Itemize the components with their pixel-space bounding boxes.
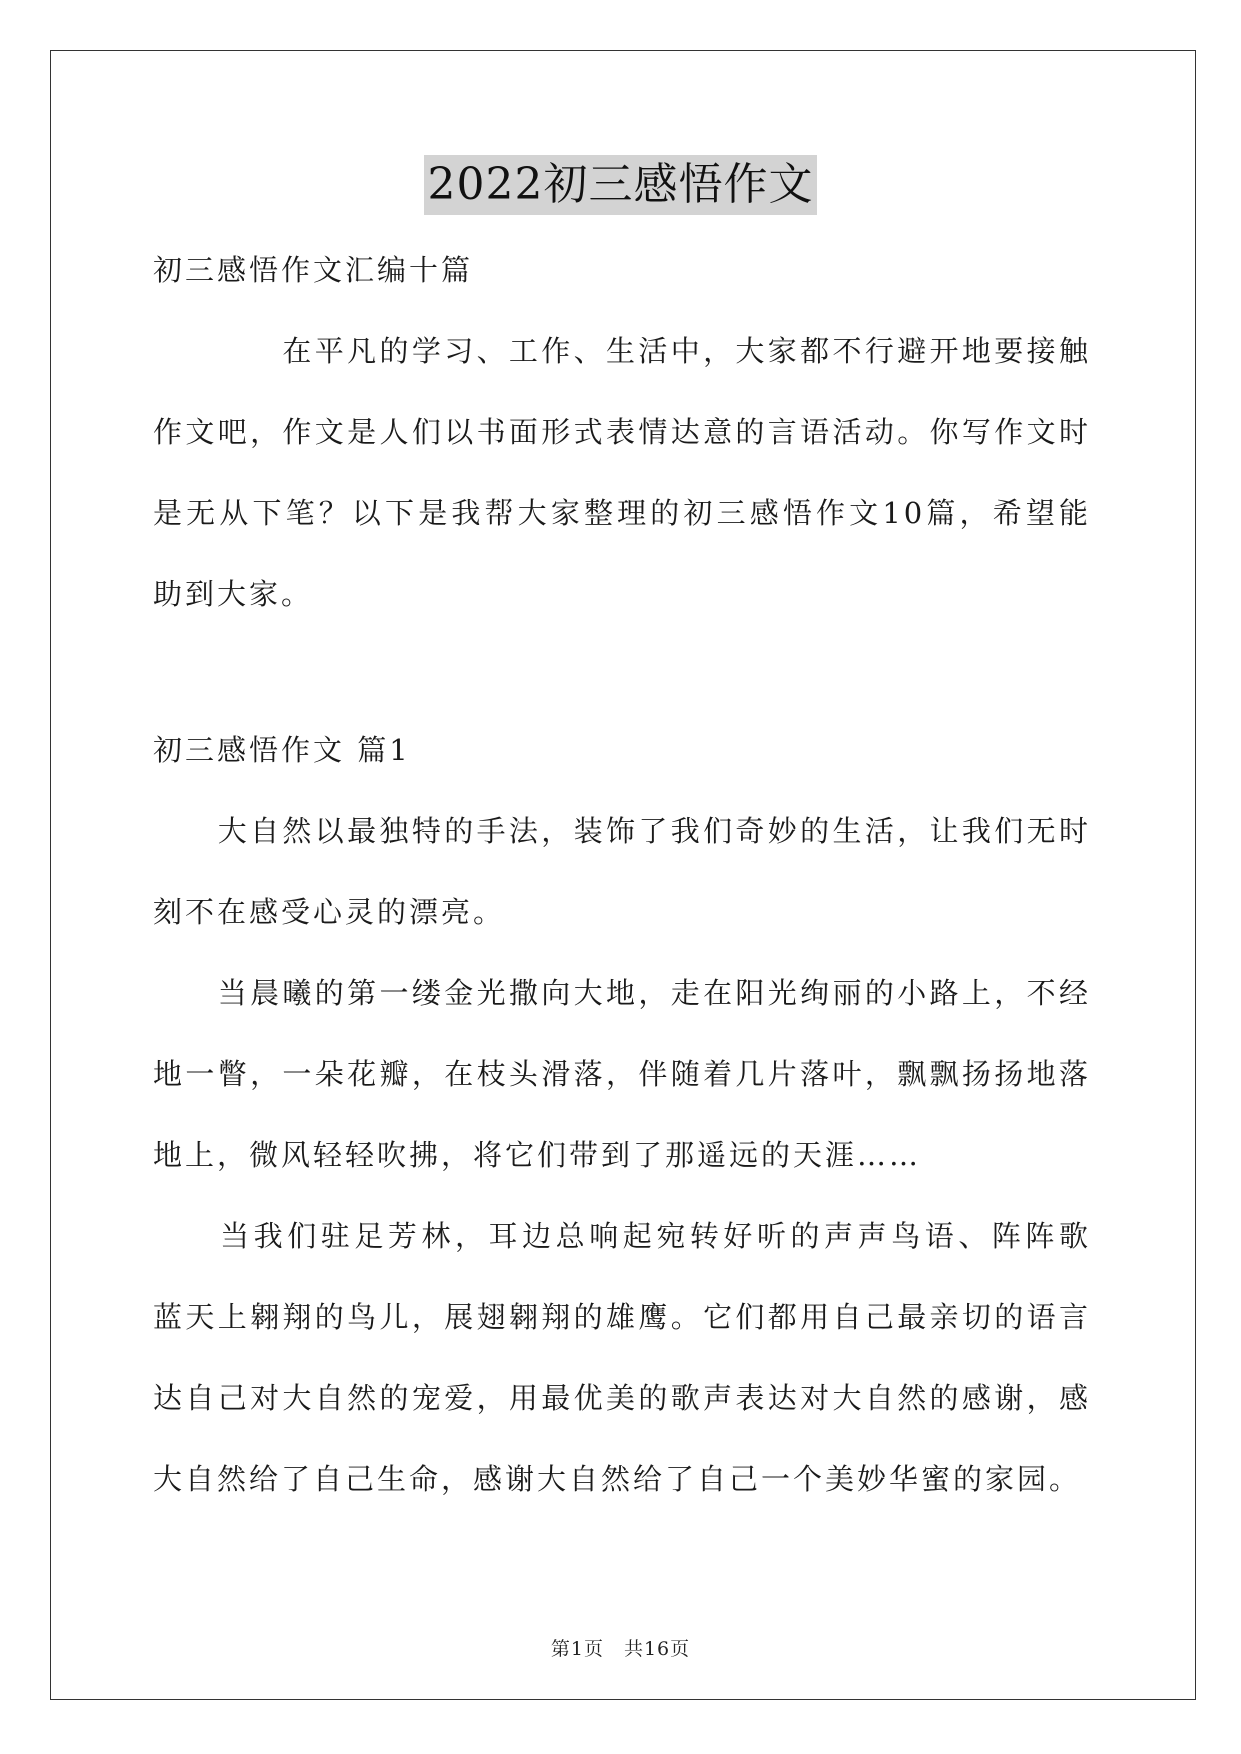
paragraph-line: 达自己对大自然的宠爱，用最优美的歌声表达对大自然的感谢，感 bbox=[153, 1381, 1091, 1415]
section-heading: 初三感悟作文 篇1 bbox=[153, 733, 411, 767]
title-wrap bbox=[0, 155, 1241, 215]
paragraph-line: 地一瞥，一朵花瓣，在枝头滑落，伴随着几片落叶，飘飘扬扬地落 bbox=[153, 1057, 1091, 1091]
paragraph-line: 刻不在感受心灵的漂亮。 bbox=[153, 895, 506, 929]
page-footer bbox=[0, 1634, 1241, 1661]
intro-line: 助到大家。 bbox=[153, 577, 314, 611]
paragraph-line: 当晨曦的第一缕金光撒向大地，走在阳光绚丽的小路上，不经 bbox=[217, 976, 1091, 1010]
paragraph-line: 地上，微风轻轻吹拂，将它们带到了那遥远的天涯…… bbox=[153, 1138, 922, 1172]
document-subtitle: 初三感悟作文汇编十篇 bbox=[153, 253, 474, 287]
document-title: 2022初三感悟作文 bbox=[424, 155, 818, 215]
intro-line: 是无从下笔？以下是我帮大家整理的初三感悟作文10篇，希望能 bbox=[153, 496, 1091, 530]
paragraph-line: 当我们驻足芳林，耳边总响起宛转好听的声声鸟语、阵阵歌 bbox=[220, 1219, 1091, 1253]
intro-line: 作文吧，作文是人们以书面形式表情达意的言语活动。你写作文时 bbox=[153, 415, 1091, 449]
page-number: 第1页 共16页 bbox=[550, 1638, 691, 1660]
paragraph-line: 大自然以最独特的手法，装饰了我们奇妙的生活，让我们无时 bbox=[217, 814, 1091, 848]
section-gap bbox=[153, 635, 1091, 710]
document-body bbox=[153, 230, 1091, 1520]
paragraph-line: 蓝天上翱翔的鸟儿，展翅翱翔的雄鹰。它们都用自己最亲切的语言 bbox=[153, 1300, 1091, 1334]
paragraph-line: 大自然给了自己生命，感谢大自然给了自己一个美妙华蜜的家园。 bbox=[153, 1462, 1082, 1496]
intro-line: 在平凡的学习、工作、生活中，大家都不行避开地要接触 bbox=[282, 334, 1091, 368]
